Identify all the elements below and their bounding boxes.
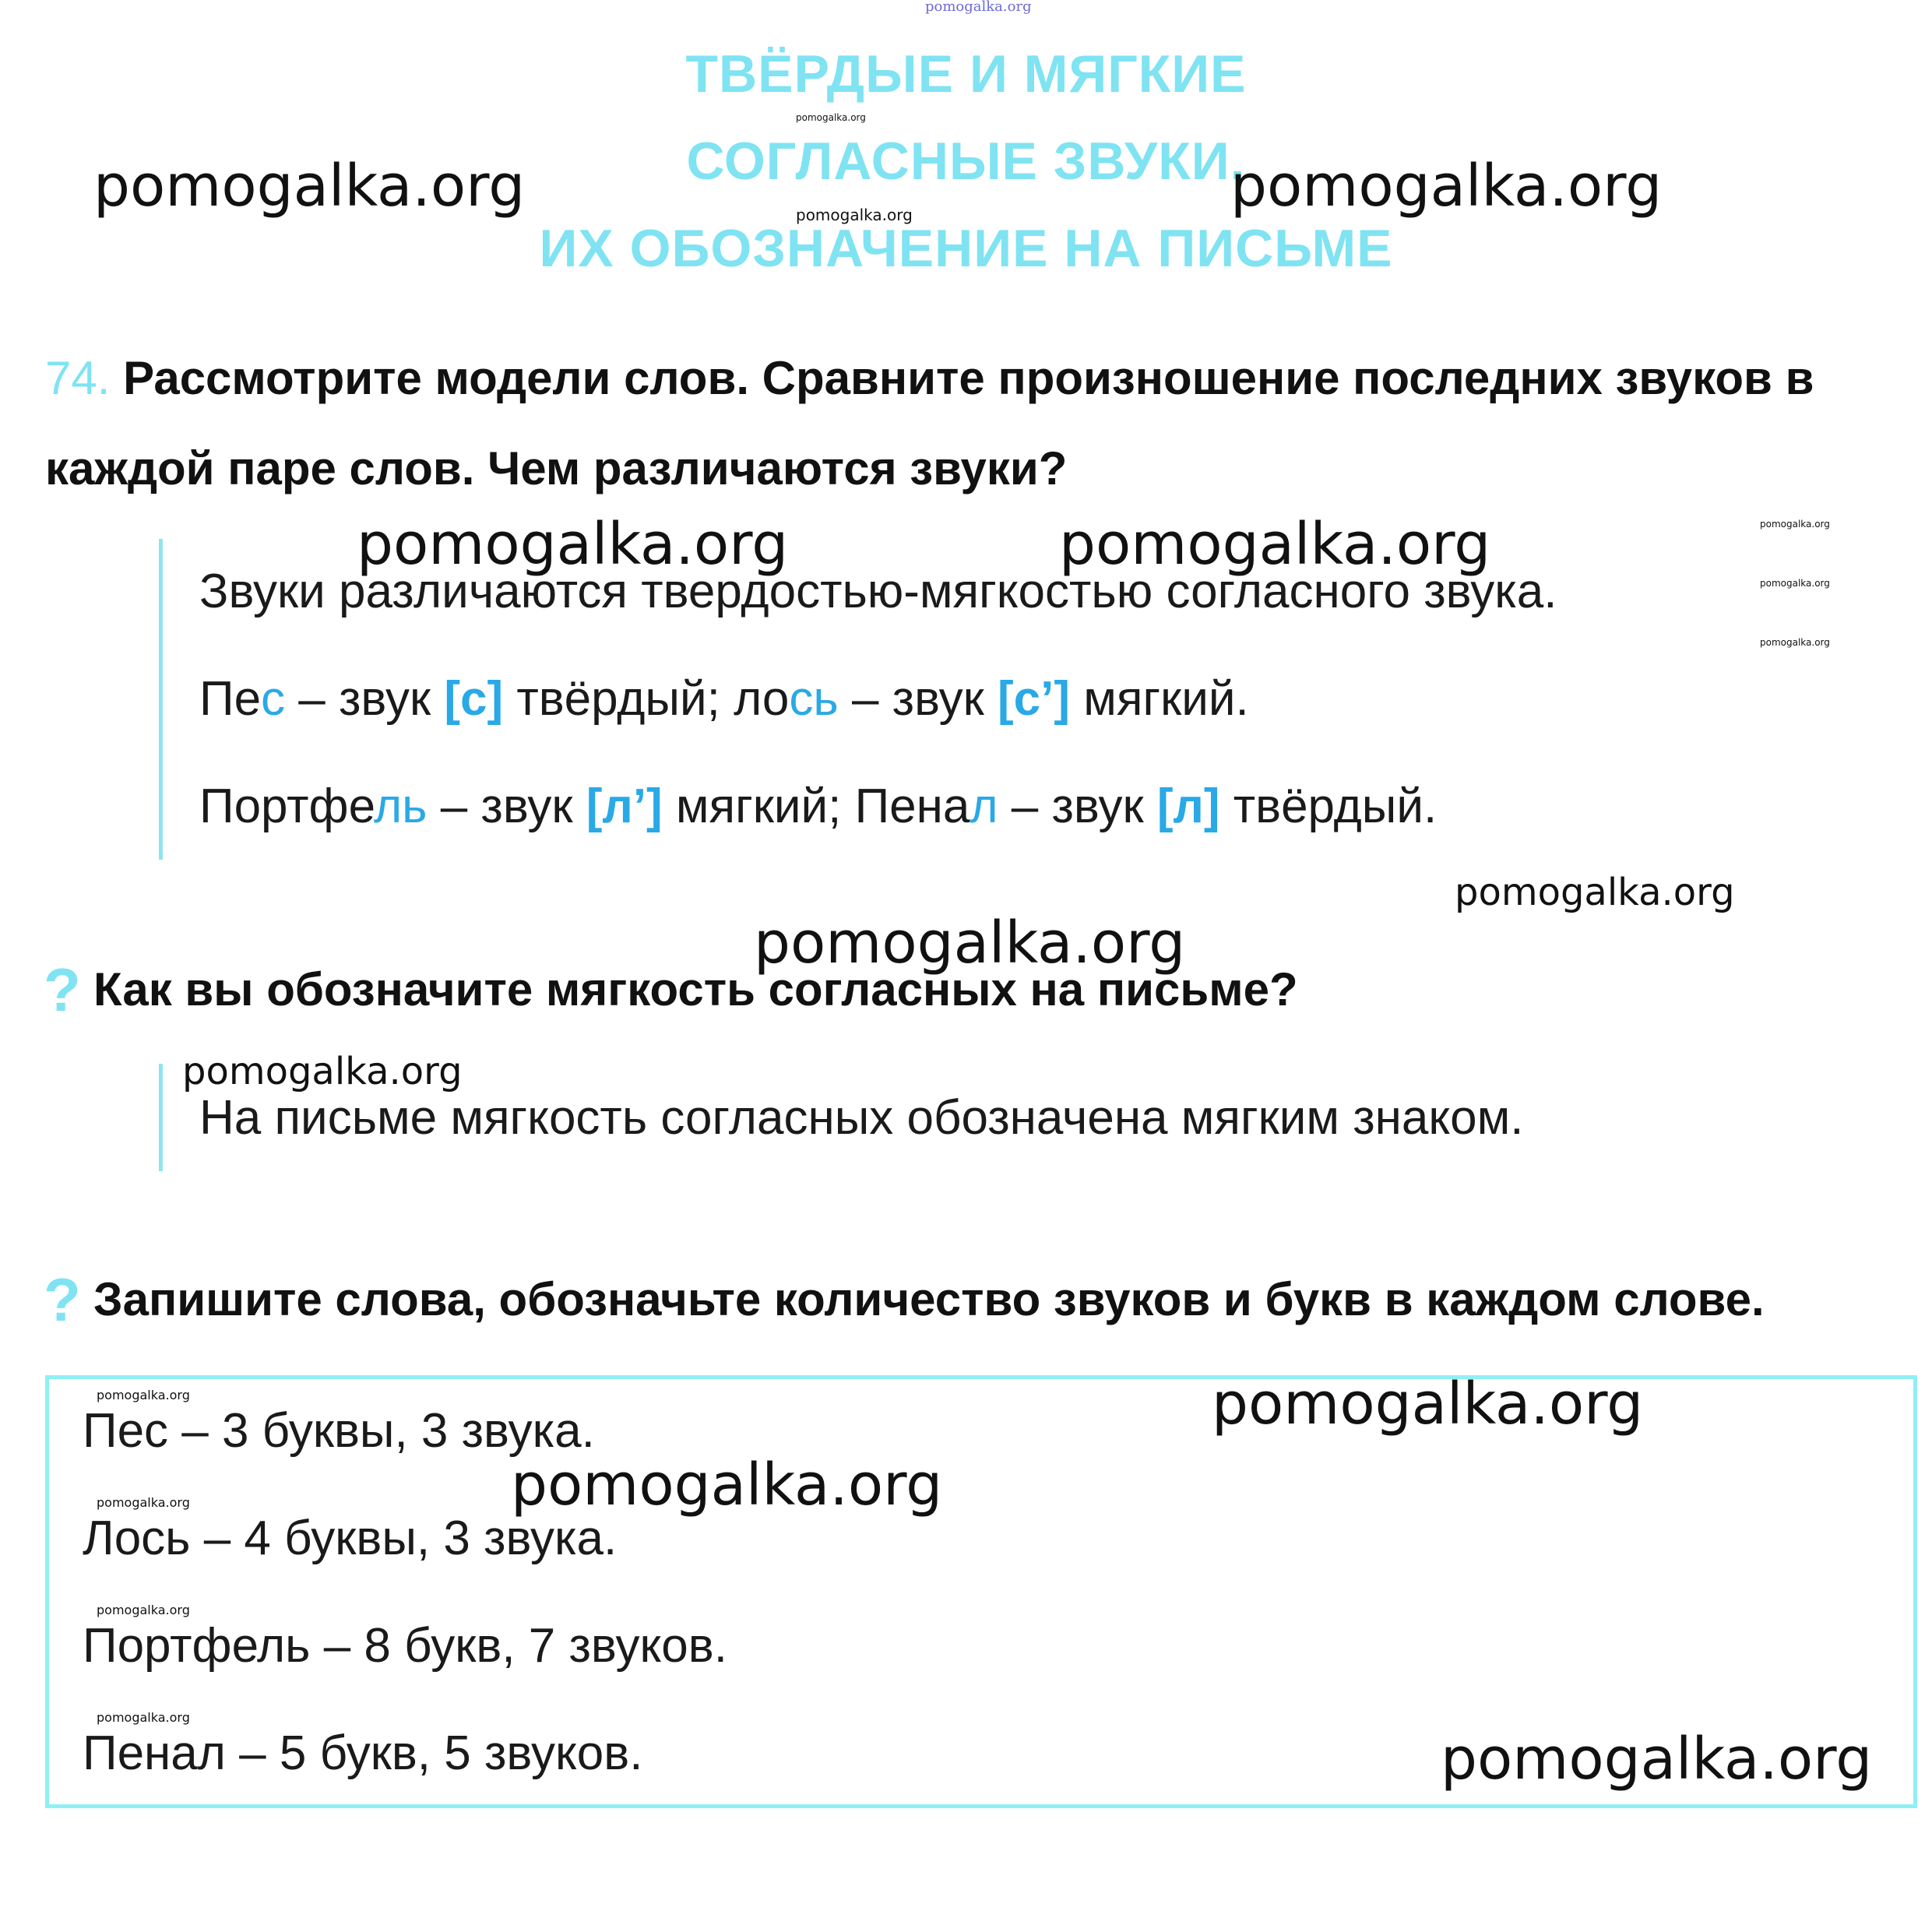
watermark: pomogalka.org: [1760, 637, 1830, 648]
watermark: pomogalka.org: [1441, 1726, 1873, 1793]
word-ending: с: [261, 672, 286, 726]
watermark: pomogalka.org: [97, 1603, 190, 1617]
answer-bar: [159, 539, 163, 860]
box-answer-1: Пес – 3 буквы, 3 звука.: [83, 1404, 595, 1458]
title-line-2: СОГЛАСНЫЕ ЗВУКИ.: [686, 132, 1246, 191]
word-part: Пена: [854, 779, 970, 833]
text: мягкий.: [1070, 672, 1249, 726]
question-1-text: Как вы обозначите мягкость согласных на письме?: [93, 963, 1298, 1015]
answer-line-1: Звуки различаются твердостью-мягкостью согласного звука.: [199, 565, 1557, 618]
sound-transcription: [с’]: [998, 672, 1071, 726]
watermark: pomogalka.org: [1760, 578, 1830, 589]
title-line-1: ТВЁРДЫЕ И МЯГКИЕ: [685, 44, 1247, 104]
watermark: pomogalka.org: [1760, 519, 1830, 530]
word-part: Портфе: [199, 779, 374, 833]
word-part: ло: [734, 672, 790, 726]
task-number: 74.: [45, 352, 111, 404]
watermark: pomogalka.org: [357, 511, 789, 578]
watermark: pomogalka.org: [796, 112, 866, 123]
question-1-answer: На письме мягкость согласных обозначена мягким знаком.: [199, 1091, 1524, 1145]
watermark: pomogalka.org: [511, 1452, 943, 1519]
watermark: pomogalka.org: [97, 1710, 190, 1725]
box-answer-2: Лось – 4 буквы, 3 звука.: [83, 1511, 618, 1565]
watermark: pomogalka.org: [1212, 1371, 1644, 1438]
word-ending: ль: [374, 779, 428, 833]
watermark: pomogalka.org: [1455, 871, 1735, 914]
sound-transcription: [л]: [1156, 779, 1220, 833]
title-line-3: ИХ ОБОЗНАЧЕНИЕ НА ПИСЬМЕ: [539, 219, 1393, 278]
question-mark-icon: ?: [44, 1265, 81, 1334]
task-74: [45, 333, 1899, 514]
text: – звук: [998, 779, 1157, 833]
word-ending: сь: [789, 672, 839, 726]
watermark: pomogalka.org: [97, 1388, 190, 1402]
sound-transcription: [л’]: [586, 779, 663, 833]
text: – звук: [838, 672, 998, 726]
text: – звук: [427, 779, 586, 833]
question-2-text: Запишите слова, обозначьте количество звуков и букв в каждом слове.: [93, 1273, 1765, 1325]
text: – звук: [285, 672, 445, 726]
watermark: pomogalka.org: [796, 206, 913, 224]
watermark: pomogalka.org: [754, 910, 1186, 977]
box-answer-3: Портфель – 8 букв, 7 звуков.: [83, 1619, 727, 1673]
text: мягкий;: [662, 779, 855, 833]
text: твёрдый;: [503, 672, 734, 726]
word-part: Пе: [199, 672, 262, 726]
watermark: pomogalka.org: [93, 153, 526, 220]
watermark: pomogalka.org: [1230, 153, 1663, 220]
top-watermark: pomogalka.org: [925, 0, 1032, 15]
watermark: pomogalka.org: [97, 1495, 190, 1510]
question-mark-icon: ?: [44, 955, 81, 1024]
task-text: Рассмотрите модели слов. Сравните произношение последних звуков в каждой паре слов. Чем различаются звуки?: [45, 352, 1814, 494]
watermark: pomogalka.org: [182, 1050, 463, 1093]
answer-bar: [159, 1064, 163, 1171]
sound-transcription: [с]: [444, 672, 504, 726]
answer-line-3: [199, 779, 1437, 834]
word-ending: л: [970, 779, 998, 833]
watermark: pomogalka.org: [1059, 511, 1491, 578]
box-answer-4: Пенал – 5 букв, 5 звуков.: [83, 1726, 643, 1780]
answer-line-2: [199, 671, 1249, 727]
text: твёрдый.: [1219, 779, 1438, 833]
